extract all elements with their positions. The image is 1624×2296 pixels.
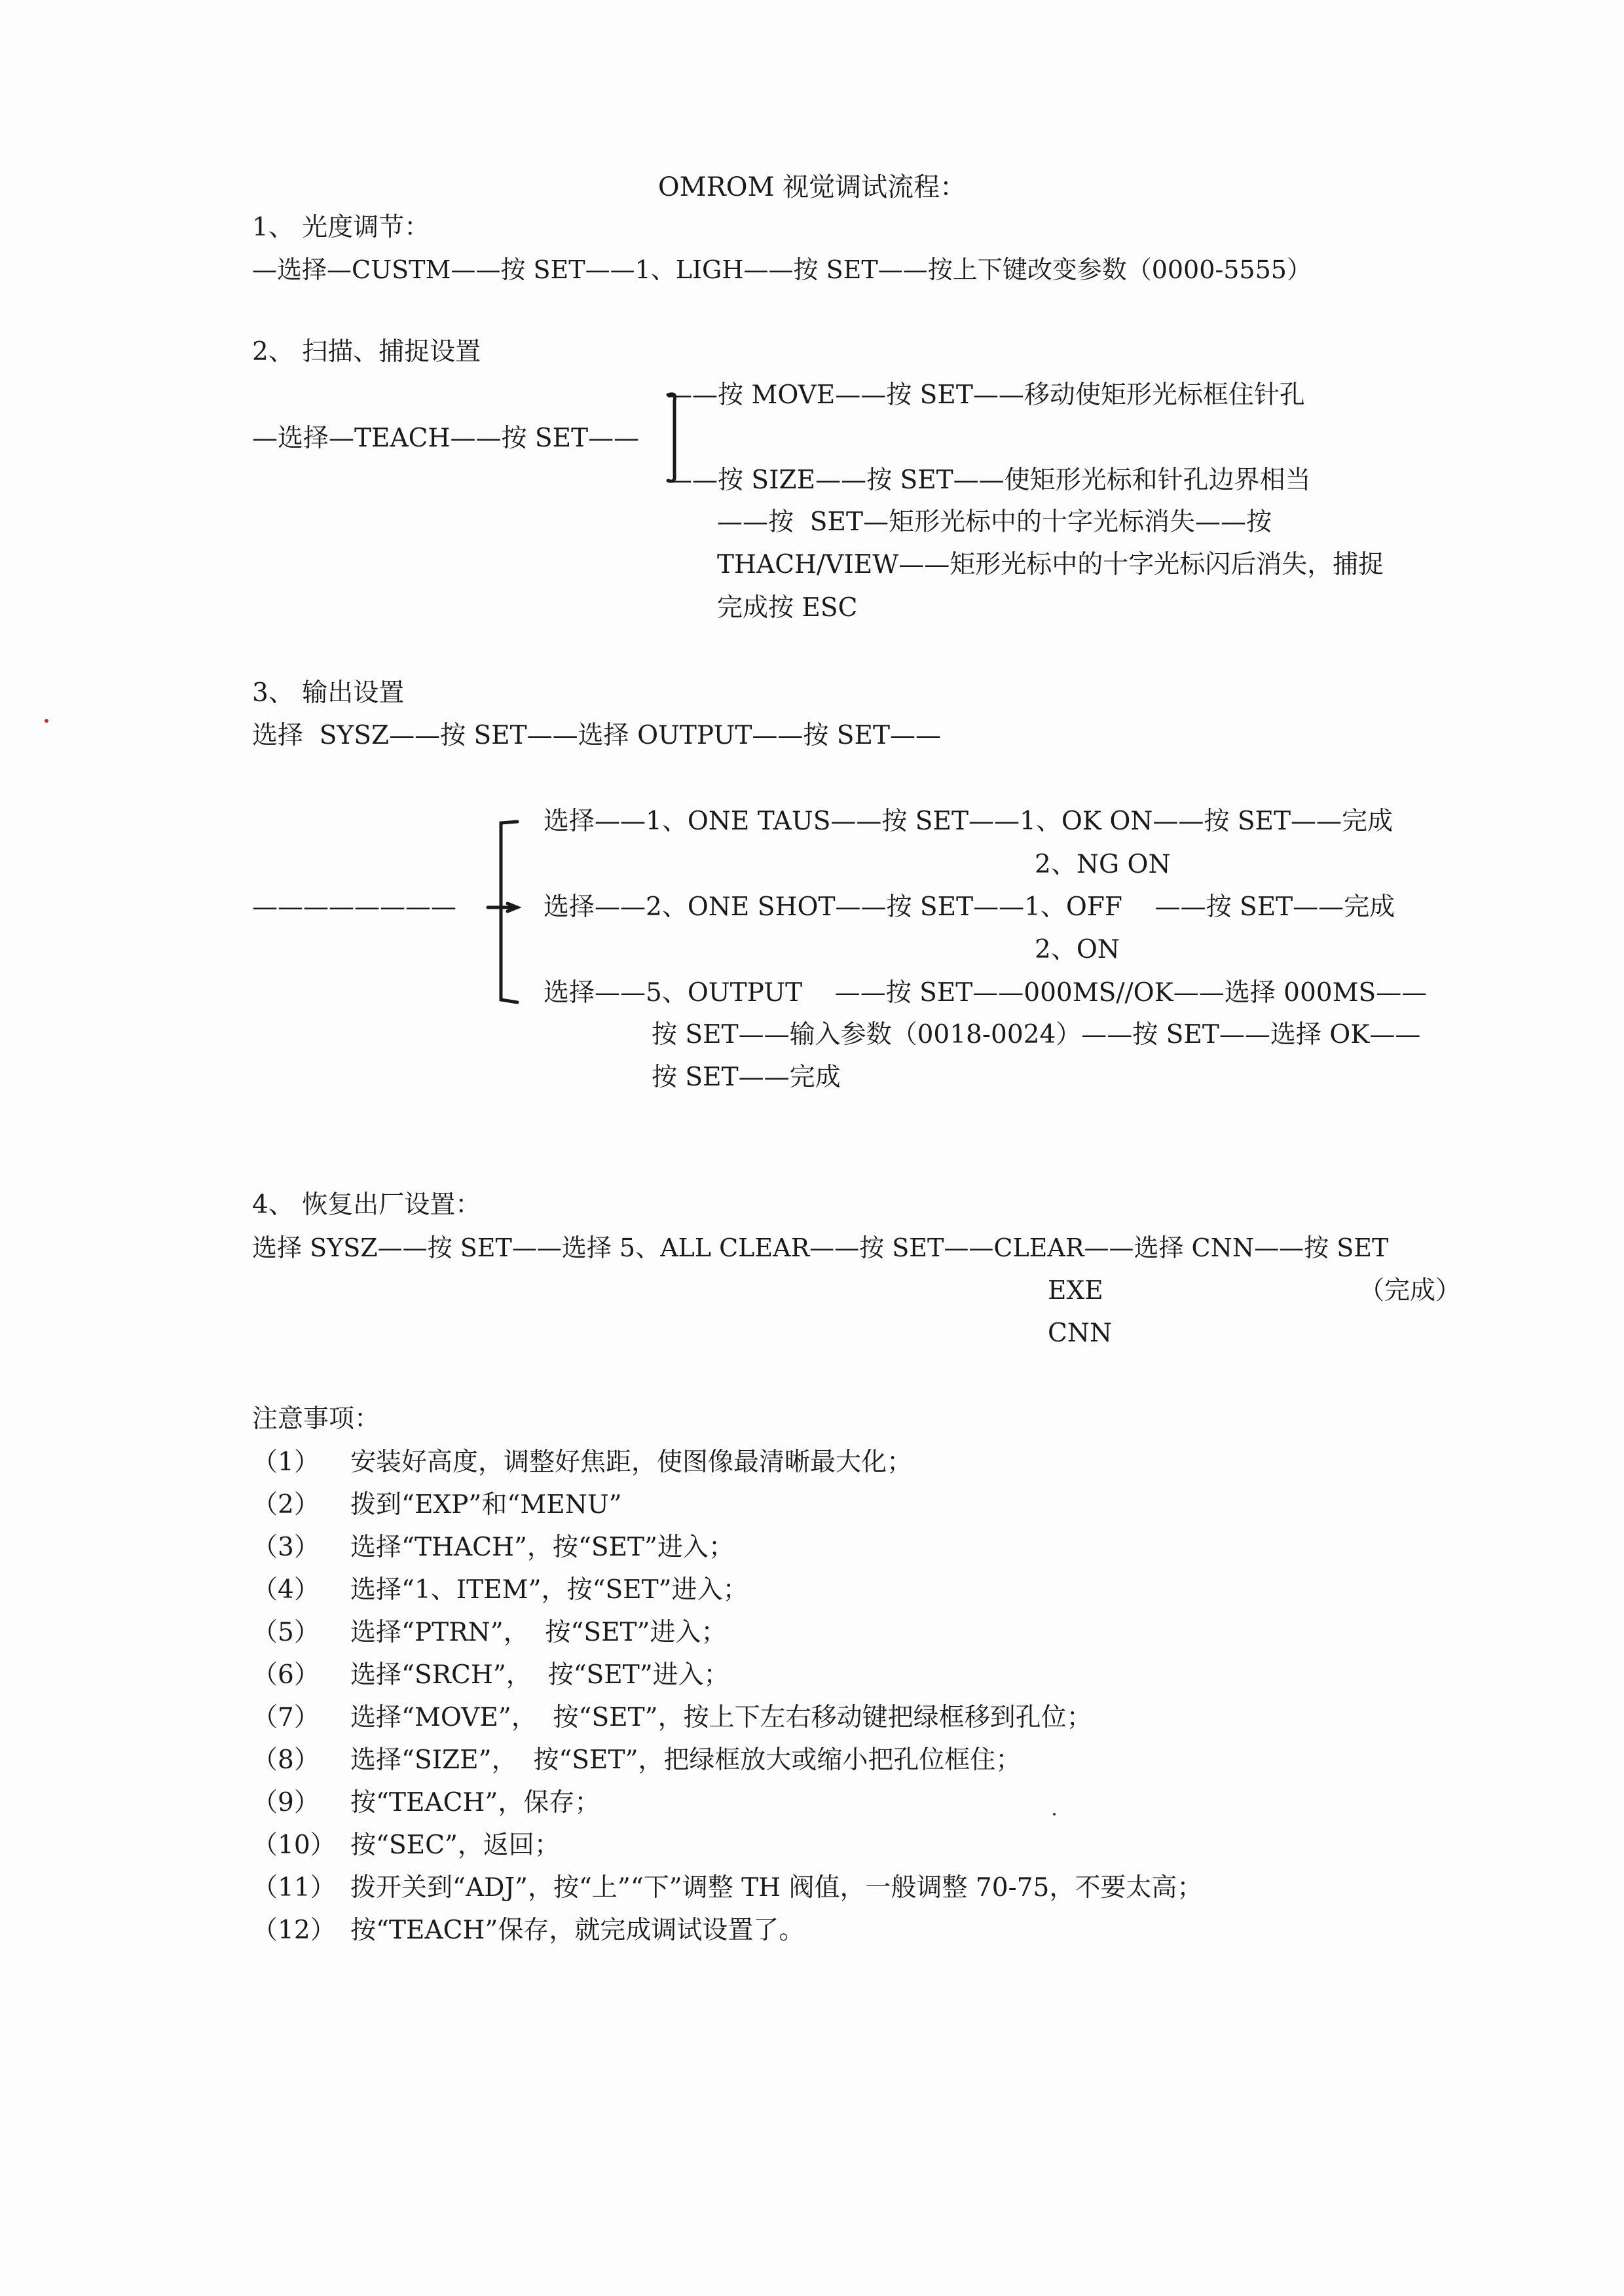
note-text: 选择“1、ITEM”，按“SET”进入； [350,1575,748,1605]
section-4-done: （完成） [1359,1276,1462,1305]
note-number: （4） [252,1575,320,1605]
document-title: OMROM 视觉调试流程： [657,172,967,202]
note-number: （11） [252,1873,336,1903]
scan-speck [45,719,48,723]
section-4-option-cnn: CNN [1048,1319,1113,1348]
note-text: 安装好高度，调整好焦距，使图像最清晰最大化； [350,1448,913,1477]
section-2-continuation-1: ——按 SET—矩形光标中的十字光标消失——按 [717,507,1272,537]
section-3-branch-2-option-2: 2、ON [1035,935,1120,964]
section-1-heading: 1、 光度调节： [252,213,430,242]
note-text: 按“SEC”，返回； [350,1831,560,1860]
section-3-branch-1: 选择——1、ONE TAUS——按 SET——1、OK ON——按 SET——完成 [544,807,1393,836]
section-2-bracket [668,394,675,481]
note-number: （3） [252,1533,320,1562]
note-number: （8） [252,1745,320,1775]
note-number: （7） [252,1703,320,1732]
note-text: 选择“SRCH”， 按“SET”进入； [350,1660,729,1690]
note-text: 拨到“EXP”和“MENU” [350,1490,622,1520]
section-3-branch-2: 选择——2、ONE SHOT——按 SET——1、OFF ——按 SET——完成 [544,892,1395,922]
note-number: （5） [252,1618,320,1647]
note-number: （2） [252,1490,320,1520]
section-2-continuation-3: 完成按 ESC [717,593,858,623]
note-number: （10） [252,1831,336,1860]
note-text: 拨开关到“ADJ”，按“上”“下”调整 TH 阀值，一般调整 70-75，不要太高； [350,1873,1203,1903]
notes-heading: 注意事项： [252,1404,380,1434]
note-text: 选择“PTRN”， 按“SET”进入； [350,1618,727,1647]
note-text: 按“TEACH”保存，就完成调试设置了。 [350,1916,805,1945]
section-4-heading: 4、 恢复出厂设置： [252,1190,481,1220]
note-text: 选择“THACH”，按“SET”进入； [350,1533,734,1562]
note-text: 选择“MOVE”， 按“SET”，按上下左右移动键把绿框移到孔位； [350,1703,1092,1732]
note-number: （1） [252,1448,320,1477]
section-3-branch-3-continuation-2: 按 SET——完成 [652,1063,841,1092]
section-3-line: 选择 SYSZ——按 SET——选择 OUTPUT——按 SET—— [252,721,941,750]
section-2-branch-size: ——按 SIZE——按 SET——使矩形光标和针孔边界相当 [667,465,1311,495]
section-3-branch-3: 选择——5、OUTPUT ——按 SET——000MS//OK——选择 000MS—— [544,978,1428,1008]
section-4-option-exe: EXE [1048,1276,1103,1305]
section-1-line: —选择—CUSTM——按 SET——1、LIGH——按 SET——按上下键改变参数（0000-5555） [252,255,1312,284]
section-3-root: ———————— [252,892,456,922]
note-number: （12） [252,1916,336,1945]
note-number: （6） [252,1660,320,1690]
section-3-heading: 3、 输出设置 [252,678,405,708]
scan-speck [1053,1813,1056,1815]
note-text: 选择“SIZE”， 按“SET”，把绿框放大或缩小把孔位框住； [350,1745,1022,1775]
section-3-branch-3-continuation-1: 按 SET——输入参数（0018-0024）——按 SET——选择 OK—— [652,1020,1421,1049]
section-2-continuation-2: THACH/VIEW——矩形光标中的十字光标闪后消失，捕捉 [717,550,1384,579]
section-3-branch-1-option-2: 2、NG ON [1035,850,1171,879]
note-number: （9） [252,1788,320,1817]
section-2-branch-move: ——按 MOVE——按 SET——移动使矩形光标框住针孔 [667,380,1305,410]
section-2-root: —选择—TEACH——按 SET—— [252,424,640,453]
section-2-heading: 2、 扫描、捕捉设置 [252,337,481,367]
section-4-line: 选择 SYSZ——按 SET——选择 5、ALL CLEAR——按 SET——CLEAR——选择 CNN——按 SET [252,1233,1389,1262]
note-text: 按“TEACH”，保存； [350,1788,600,1817]
